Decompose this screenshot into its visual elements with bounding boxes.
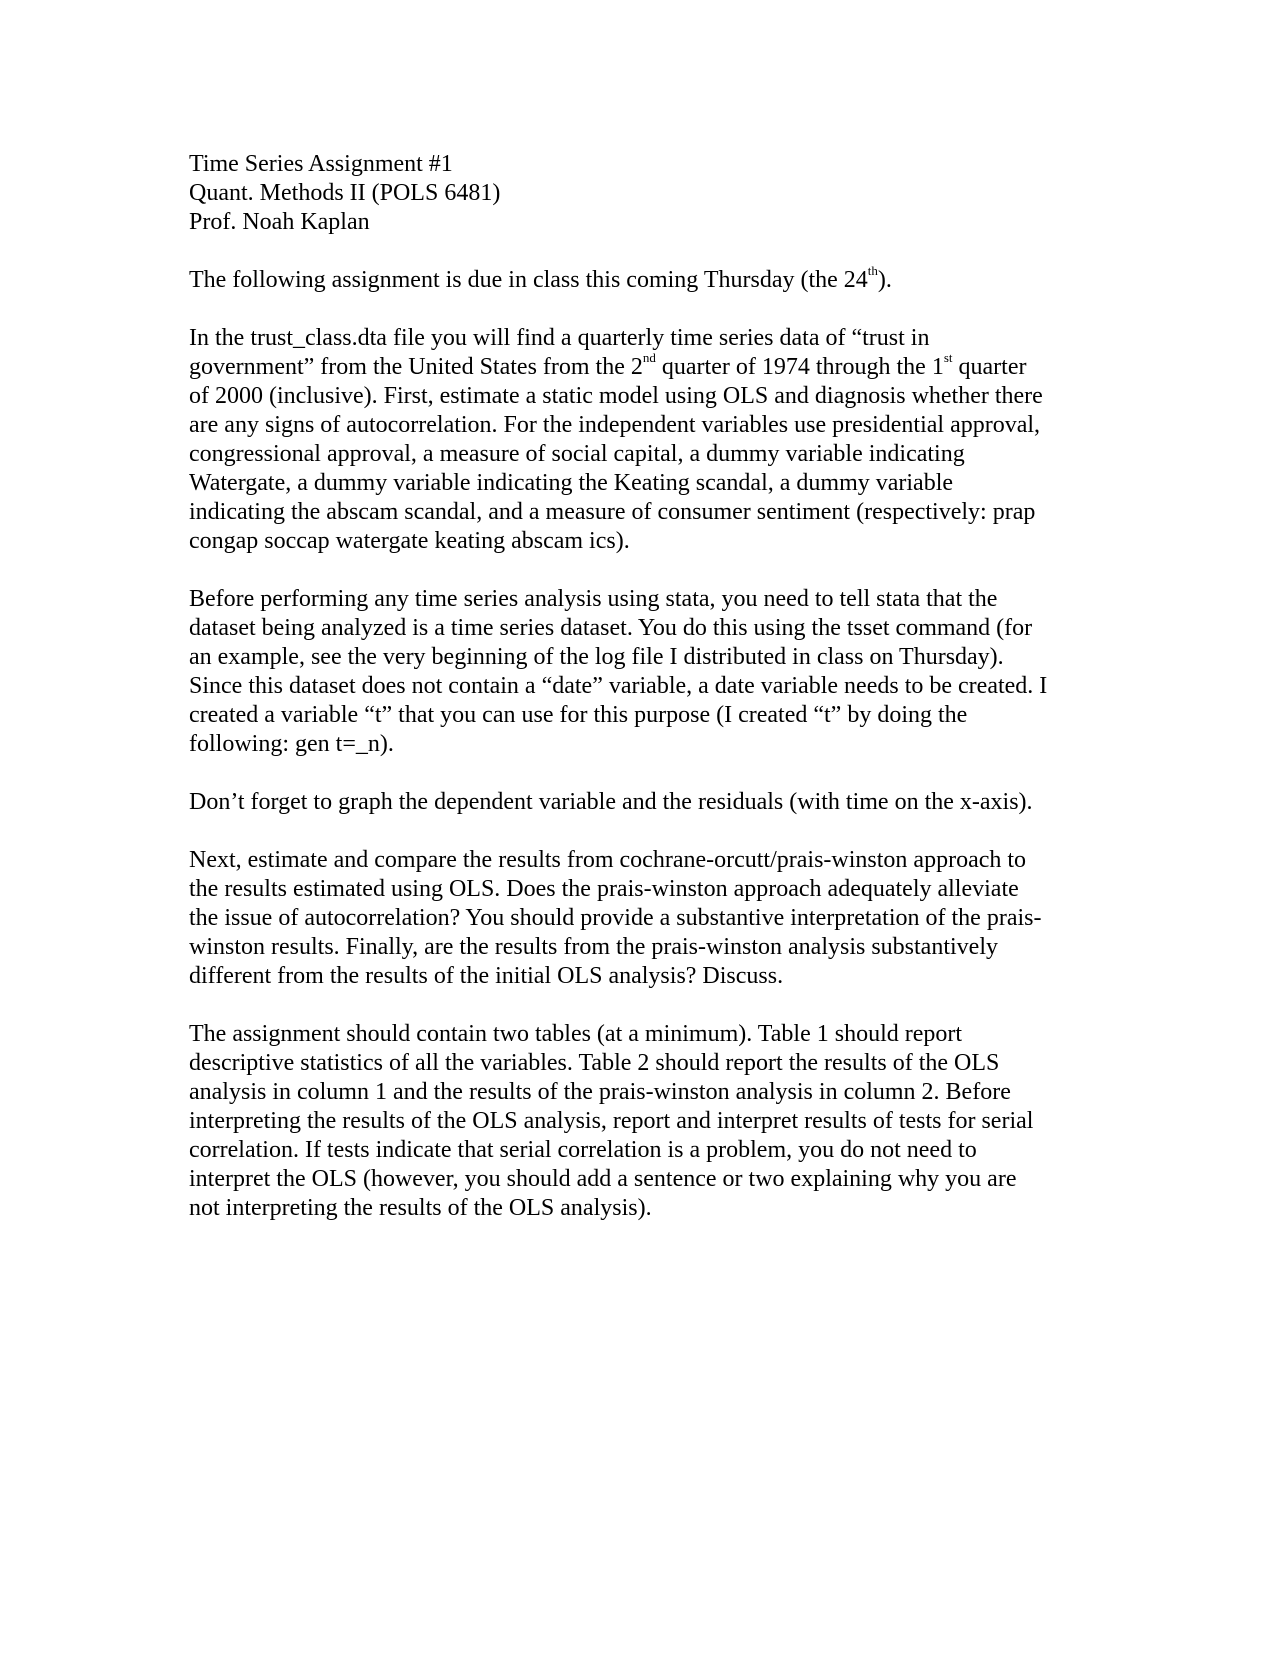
- superscript: th: [867, 263, 878, 278]
- text-line: not interpreting the results of the OLS analysis).: [189, 1195, 652, 1221]
- text-line: following: gen t=_n).: [189, 731, 394, 757]
- text-line: descriptive statistics of all the variables. Table 2 should report the results of the OLS: [189, 1050, 1000, 1076]
- text-line: interpret the OLS (however, you should add a sentence or two explaining why you are: [189, 1166, 1017, 1192]
- text-line: correlation. If tests indicate that serial correlation is a problem, you do not need to: [189, 1137, 977, 1163]
- text-line: congap soccap watergate keating abscam ics).: [189, 528, 630, 554]
- text-line: In the trust_class.dta file you will find a quarterly time series data of “trust in: [189, 325, 930, 351]
- instructor-name: Prof. Noah Kaplan: [189, 209, 370, 235]
- text-line: The assignment should contain two tables (at a minimum). Table 1 should report: [189, 1021, 963, 1047]
- text-line: created a variable “t” that you can use for this purpose (I created “t” by doing the: [189, 702, 968, 728]
- text-line: winston results. Finally, are the results from the prais-winston analysis substantively: [189, 934, 998, 960]
- text-line: of 2000 (inclusive). First, estimate a static model using OLS and diagnosis whether there: [189, 383, 1043, 409]
- text-line: Don’t forget to graph the dependent variable and the residuals (with time on the x-axis).: [189, 789, 1033, 815]
- text-line: different from the results of the initial OLS analysis? Discuss.: [189, 963, 784, 989]
- text-segment: quarter: [952, 354, 1027, 380]
- paragraph-due-date: [189, 263, 1099, 295]
- paragraph-data-description: [189, 324, 1099, 556]
- text-segment: quarter of 1974 through the 1: [655, 354, 944, 380]
- superscript: nd: [642, 350, 656, 365]
- text-segment: government” from the United States from the 2: [189, 354, 643, 380]
- document-page: [189, 150, 1099, 1252]
- text-line: Before performing any time series analysis using stata, you need to tell stata that the: [189, 586, 998, 612]
- text-line: Watergate, a dummy variable indicating the Keating scandal, a dummy variable: [189, 470, 954, 496]
- assignment-title: Time Series Assignment #1: [189, 151, 453, 177]
- text-line: an example, see the very beginning of the log file I distributed in class on Thursday).: [189, 644, 1004, 670]
- paragraph-prais-winston: [189, 846, 1099, 991]
- text-segment: ).: [877, 267, 892, 293]
- text-line: [189, 263, 1099, 295]
- text-line: Next, estimate and compare the results from cochrane-orcutt/prais-winston approach to: [189, 847, 1027, 873]
- paragraph-tables-requirement: [189, 1020, 1099, 1223]
- paragraph-graph-reminder: [189, 788, 1099, 817]
- paragraph-tsset-instructions: [189, 585, 1099, 759]
- text-line: the results estimated using OLS. Does the prais-winston approach adequately alleviate: [189, 876, 1019, 902]
- text-line: interpreting the results of the OLS analysis, report and interpret results of tests for serial: [189, 1108, 1034, 1134]
- course-name: Quant. Methods II (POLS 6481): [189, 180, 501, 206]
- text-line: indicating the abscam scandal, and a measure of consumer sentiment (respectively: prap: [189, 499, 1036, 525]
- text-line: congressional approval, a measure of social capital, a dummy variable indicating: [189, 441, 965, 467]
- text-line: are any signs of autocorrelation. For the independent variables use presidential approval,: [189, 412, 1041, 438]
- text-segment: The following assignment is due in class this coming Thursday (the 24: [189, 267, 868, 293]
- superscript: st: [943, 350, 953, 365]
- text-line: the issue of autocorrelation? You should provide a substantive interpretation of the prais-: [189, 905, 1042, 931]
- document-header: [189, 150, 1099, 237]
- text-line: [189, 350, 1099, 382]
- text-line: Since this dataset does not contain a “date” variable, a date variable needs to be created. I: [189, 673, 1048, 699]
- text-line: analysis in column 1 and the results of the prais-winston analysis in column 2. Before: [189, 1079, 1011, 1105]
- text-line: dataset being analyzed is a time series dataset. You do this using the tsset command (for: [189, 615, 1033, 641]
